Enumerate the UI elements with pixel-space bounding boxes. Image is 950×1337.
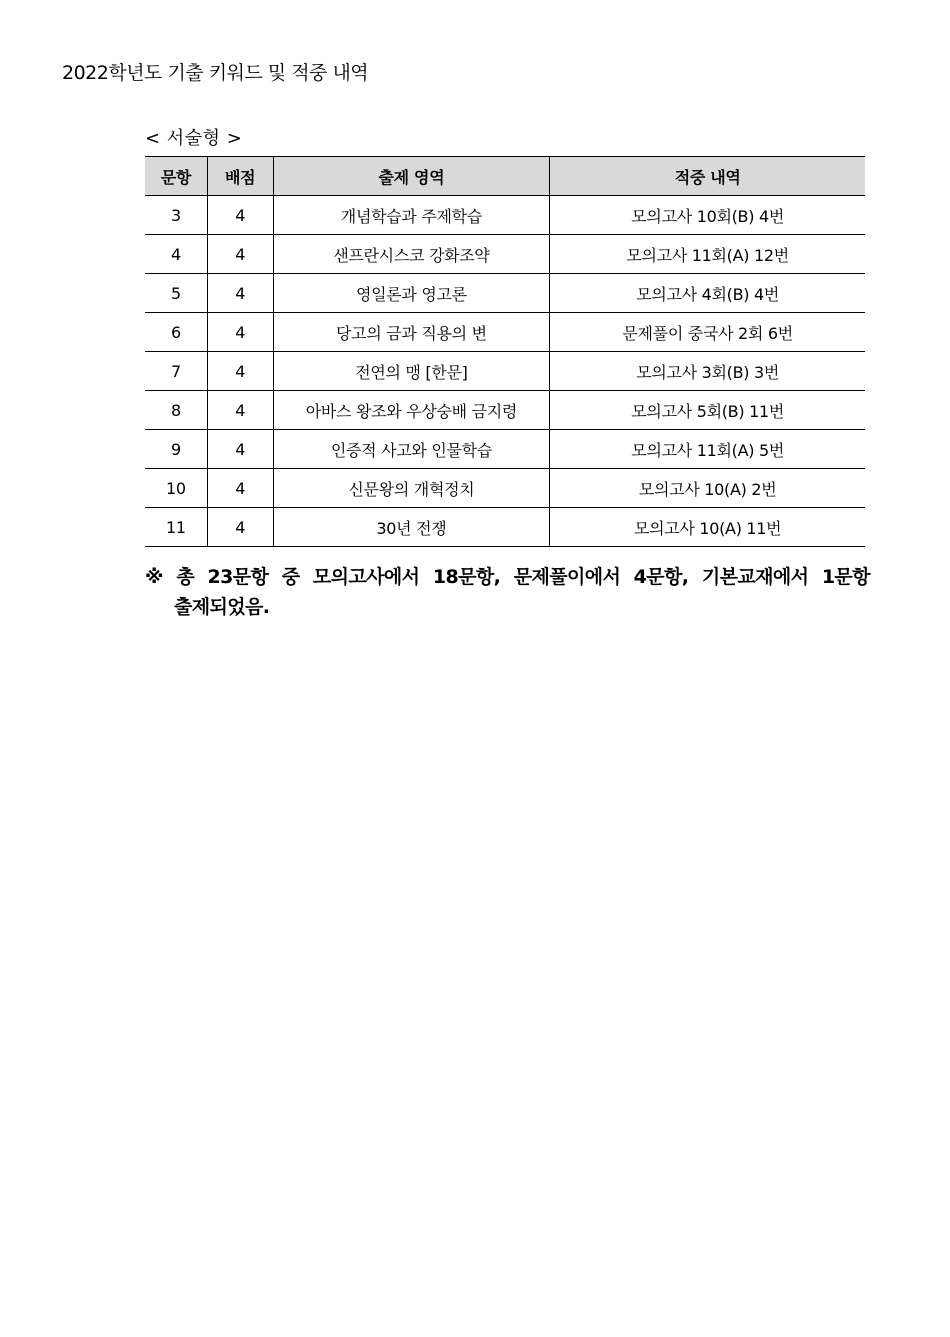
cell-exam-area: 전연의 맹 [한문] xyxy=(273,352,550,391)
summary-note-line2: 출제되었음. xyxy=(174,596,270,618)
cell-question-number: 4 xyxy=(145,235,207,274)
summary-note-word: 기본교재에서 xyxy=(701,566,809,588)
header-score: 배점 xyxy=(207,157,273,196)
summary-note-word: 23문항 xyxy=(207,566,269,588)
cell-exam-area: 당고의 금과 직용의 변 xyxy=(273,313,550,352)
cell-score: 4 xyxy=(207,235,273,274)
cell-score: 4 xyxy=(207,391,273,430)
cell-question-number: 10 xyxy=(145,469,207,508)
cell-question-number: 11 xyxy=(145,508,207,547)
cell-score: 4 xyxy=(207,508,273,547)
cell-exam-area: 샌프란시스코 강화조약 xyxy=(273,235,550,274)
cell-exam-area: 아바스 왕조와 우상숭배 금지령 xyxy=(273,391,550,430)
section-label: < 서술형 > xyxy=(145,128,243,149)
cell-hit-details: 모의고사 11회(A) 5번 xyxy=(550,430,865,469)
cell-score: 4 xyxy=(207,196,273,235)
cell-hit-details: 모의고사 4회(B) 4번 xyxy=(550,274,865,313)
table-row xyxy=(145,352,865,391)
summary-note-word: 18문항, xyxy=(432,566,501,588)
cell-score: 4 xyxy=(207,469,273,508)
cell-exam-area: 개념학습과 주제학습 xyxy=(273,196,550,235)
summary-note-word: 4문항, xyxy=(633,566,689,588)
cell-question-number: 8 xyxy=(145,391,207,430)
summary-note-word: 문제풀이에서 xyxy=(513,566,621,588)
cell-question-number: 6 xyxy=(145,313,207,352)
summary-note-word: 총 xyxy=(176,566,195,588)
table-row xyxy=(145,508,865,547)
header-hit-details: 적중 내역 xyxy=(550,157,865,196)
exam-keyword-table xyxy=(145,156,865,547)
summary-note-word: 중 xyxy=(281,566,300,588)
cell-exam-area: 신문왕의 개혁정치 xyxy=(273,469,550,508)
cell-hit-details: 모의고사 10(A) 2번 xyxy=(550,469,865,508)
cell-score: 4 xyxy=(207,274,273,313)
table-row xyxy=(145,235,865,274)
cell-question-number: 5 xyxy=(145,274,207,313)
table-row xyxy=(145,391,865,430)
cell-hit-details: 모의고사 3회(B) 3번 xyxy=(550,352,865,391)
table-header-row xyxy=(145,157,865,196)
table-row xyxy=(145,430,865,469)
summary-note-word: 1문항 xyxy=(821,566,870,588)
summary-note-word: 모의고사에서 xyxy=(312,566,420,588)
cell-score: 4 xyxy=(207,352,273,391)
header-exam-area: 출제 영역 xyxy=(273,157,550,196)
summary-note-line1 xyxy=(145,562,870,592)
header-question-number: 문항 xyxy=(145,157,207,196)
cell-hit-details: 모의고사 10회(B) 4번 xyxy=(550,196,865,235)
cell-question-number: 9 xyxy=(145,430,207,469)
cell-hit-details: 모의고사 11회(A) 12번 xyxy=(550,235,865,274)
cell-hit-details: 모의고사 5회(B) 11번 xyxy=(550,391,865,430)
table-row xyxy=(145,274,865,313)
cell-question-number: 7 xyxy=(145,352,207,391)
cell-exam-area: 인증적 사고와 인물학습 xyxy=(273,430,550,469)
document-title: 2022학년도 기출 키워드 및 적중 내역 xyxy=(62,62,369,84)
cell-exam-area: 영일론과 영고론 xyxy=(273,274,550,313)
table-row xyxy=(145,313,865,352)
cell-exam-area: 30년 전쟁 xyxy=(273,508,550,547)
summary-note xyxy=(145,562,870,622)
cell-score: 4 xyxy=(207,430,273,469)
cell-score: 4 xyxy=(207,313,273,352)
cell-hit-details: 문제풀이 중국사 2회 6번 xyxy=(550,313,865,352)
cell-question-number: 3 xyxy=(145,196,207,235)
cell-hit-details: 모의고사 10(A) 11번 xyxy=(550,508,865,547)
summary-note-word: ※ xyxy=(145,566,163,588)
table-row xyxy=(145,469,865,508)
table-row xyxy=(145,196,865,235)
